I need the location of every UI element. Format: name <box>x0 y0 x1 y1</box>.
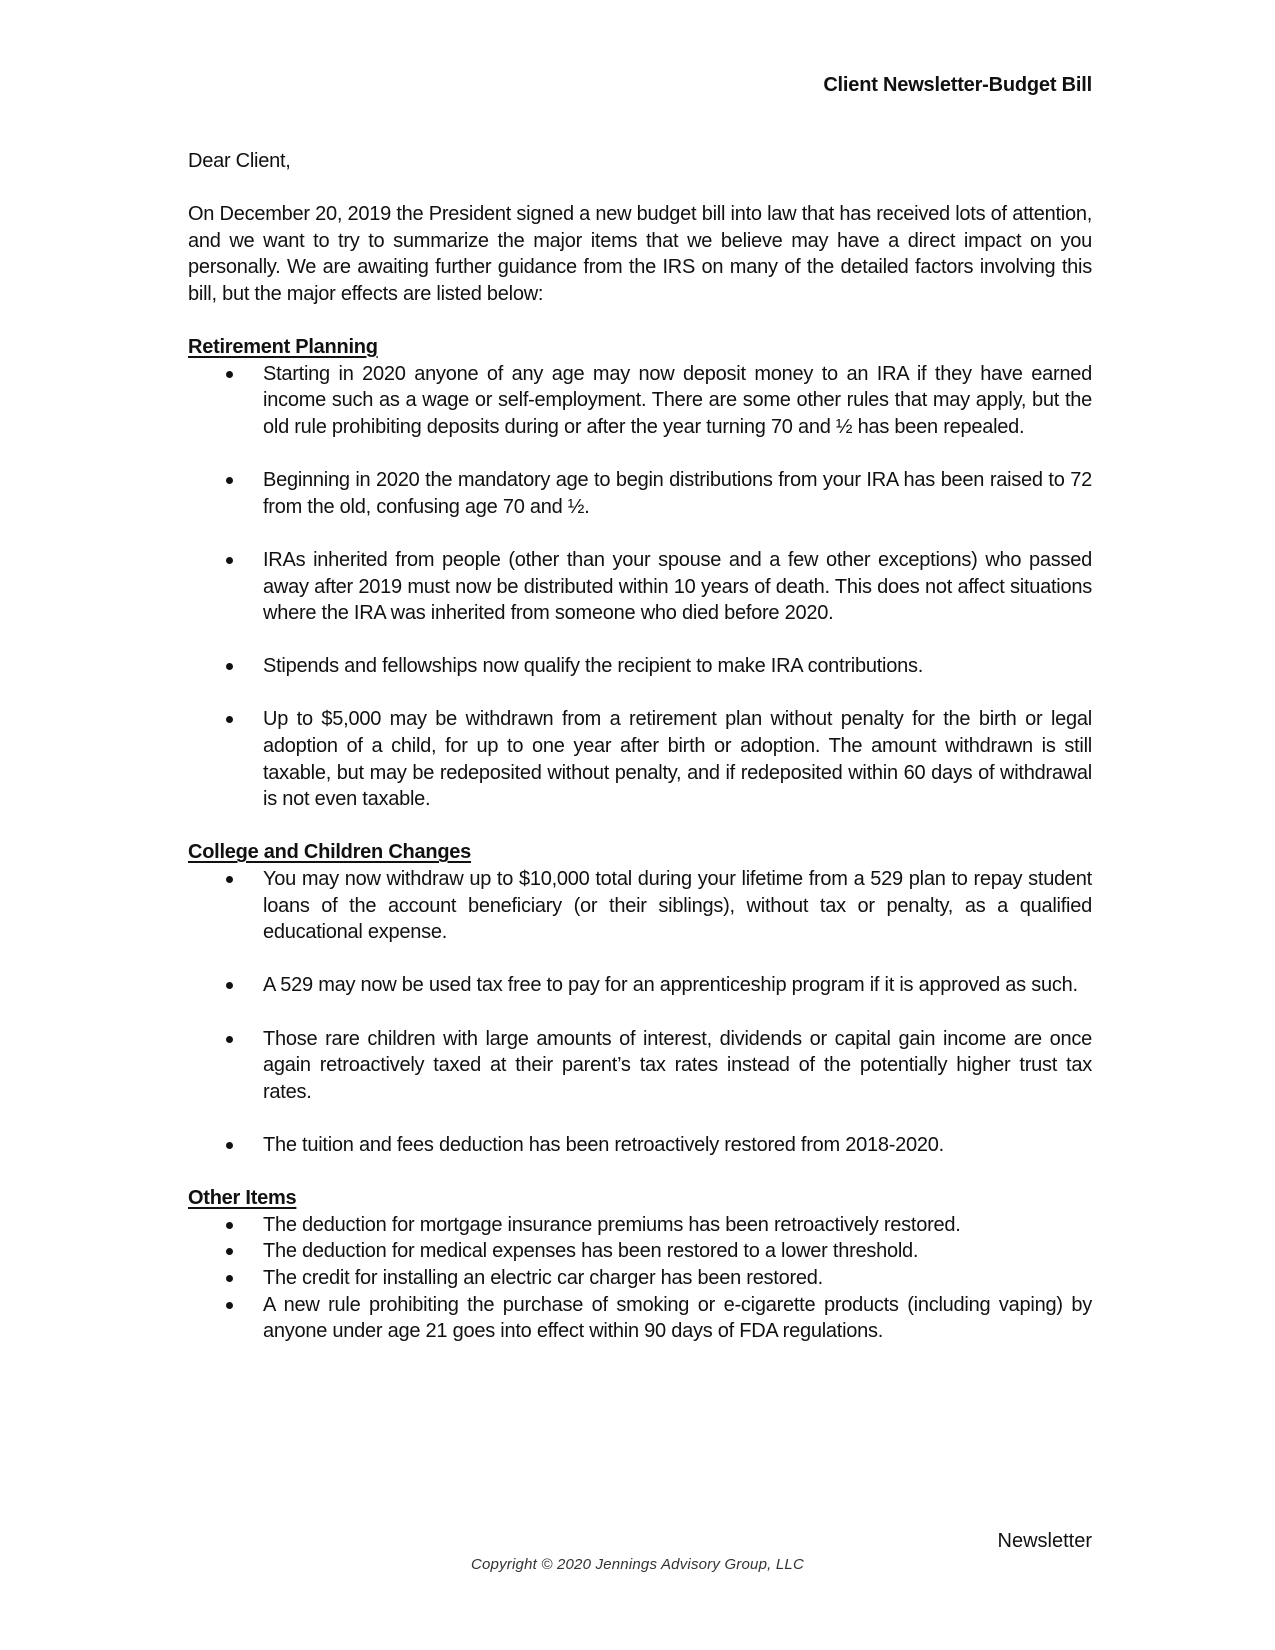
greeting: Dear Client, <box>188 150 291 172</box>
bullet-icon <box>226 1275 233 1282</box>
bullet-icon <box>226 1302 233 1309</box>
bullet-icon <box>226 1248 233 1255</box>
list-item <box>188 1026 1092 1106</box>
list-item-text: A 529 may now be used tax free to pay for an apprenticeship program if it is approved as such. <box>263 974 1078 997</box>
list-item <box>188 866 1092 946</box>
document-title: Client Newsletter-Budget Bill <box>823 74 1092 96</box>
list-item <box>188 706 1092 812</box>
bullet-icon <box>226 663 233 670</box>
bullet-icon <box>226 982 233 989</box>
list-item-text: A new rule prohibiting the purchase of smoking or e-cigarette products (including vaping) by anyone under age 21 goes into effect within 90 days of FDA regulations. <box>263 1293 1092 1343</box>
list-item-text: You may now withdraw up to $10,000 total during your lifetime from a 529 plan to repay student loans of the account beneficiary (or their siblings), without tax or penalty, as a qualified educational expense. <box>263 868 1092 944</box>
list-item <box>188 467 1092 520</box>
list-item-text: Beginning in 2020 the mandatory age to begin distributions from your IRA has been raised to 72 from the old, confusing age 70 and ½. <box>263 469 1092 518</box>
bullet-icon <box>226 1222 233 1229</box>
letter-body <box>188 148 1092 1345</box>
intro-paragraph: On December 20, 2019 the President signed a new budget bill into law that has received lots of attention, and we want to try to summarize the major items that we believe may have a direct impact on you personally. We are awaiting further guidance from the IRS on many of the detailed factors involving this bill, but the major effects are listed below: <box>188 203 1092 305</box>
bullet-icon <box>226 557 233 564</box>
list-item-text: Stipends and fellowships now qualify the recipient to make IRA contributions. <box>263 655 924 678</box>
list-item-text: Starting in 2020 anyone of any age may now deposit money to an IRA if they have earned income such as a wage or self-employment. There are some other rules that may apply, but the old rule prohibiting deposits during or after the year turning 70 and ½ has been repealed. <box>263 362 1092 438</box>
bullet-icon <box>226 716 233 723</box>
list-item <box>188 361 1092 441</box>
bullet-icon <box>226 876 233 883</box>
list-item-text: The credit for installing an electric car charger has been restored. <box>263 1266 823 1289</box>
section-college-and-children-changes <box>188 839 1092 1158</box>
list-item <box>188 653 1092 680</box>
footer-label: Newsletter <box>997 1530 1092 1552</box>
list-item <box>188 1212 1092 1239</box>
bullet-icon <box>226 1036 233 1043</box>
bullet-list <box>188 1212 1092 1345</box>
bullet-icon <box>226 477 233 484</box>
section-heading: Retirement Planning <box>188 336 378 359</box>
list-item <box>188 1265 1092 1292</box>
list-item-text: The deduction for mortgage insurance premiums has been retroactively restored. <box>263 1213 961 1236</box>
section-heading: College and Children Changes <box>188 841 472 864</box>
section-heading: Other Items <box>188 1187 297 1210</box>
list-item-text: The tuition and fees deduction has been retroactively restored from 2018-2020. <box>263 1133 944 1156</box>
list-item-text: The deduction for medical expenses has been restored to a lower threshold. <box>263 1240 919 1263</box>
section-other-items <box>188 1185 1092 1345</box>
list-item-text: Those rare children with large amounts of interest, dividends or capital gain income are once again retroactively taxed at their parent’s tax rates instead of the potentially higher trust tax rates. <box>263 1027 1092 1103</box>
list-item <box>188 1238 1092 1265</box>
list-item <box>188 1132 1092 1159</box>
list-item <box>188 972 1092 999</box>
bullet-list <box>188 866 1092 1159</box>
list-item <box>188 547 1092 627</box>
bullet-icon <box>226 1142 233 1149</box>
list-item <box>188 1292 1092 1345</box>
list-item-text: Up to $5,000 may be withdrawn from a retirement plan without penalty for the birth or legal adoption of a child, for up to one year after birth or adoption. The amount withdrawn is still taxable, but may be redeposited without penalty, and if redeposited within 60 days of withdrawal is not even taxable. <box>263 708 1092 811</box>
list-item-text: IRAs inherited from people (other than your spouse and a few other exceptions) who passed away after 2019 must now be distributed within 10 years of death. This does not affect situations where the IRA was inherited from someone who died before 2020. <box>263 548 1092 625</box>
copyright-notice: Copyright © 2020 Jennings Advisory Group, LLC <box>470 1556 804 1573</box>
bullet-icon <box>226 371 233 378</box>
bullet-list <box>188 361 1092 813</box>
section-retirement-planning <box>188 334 1092 813</box>
